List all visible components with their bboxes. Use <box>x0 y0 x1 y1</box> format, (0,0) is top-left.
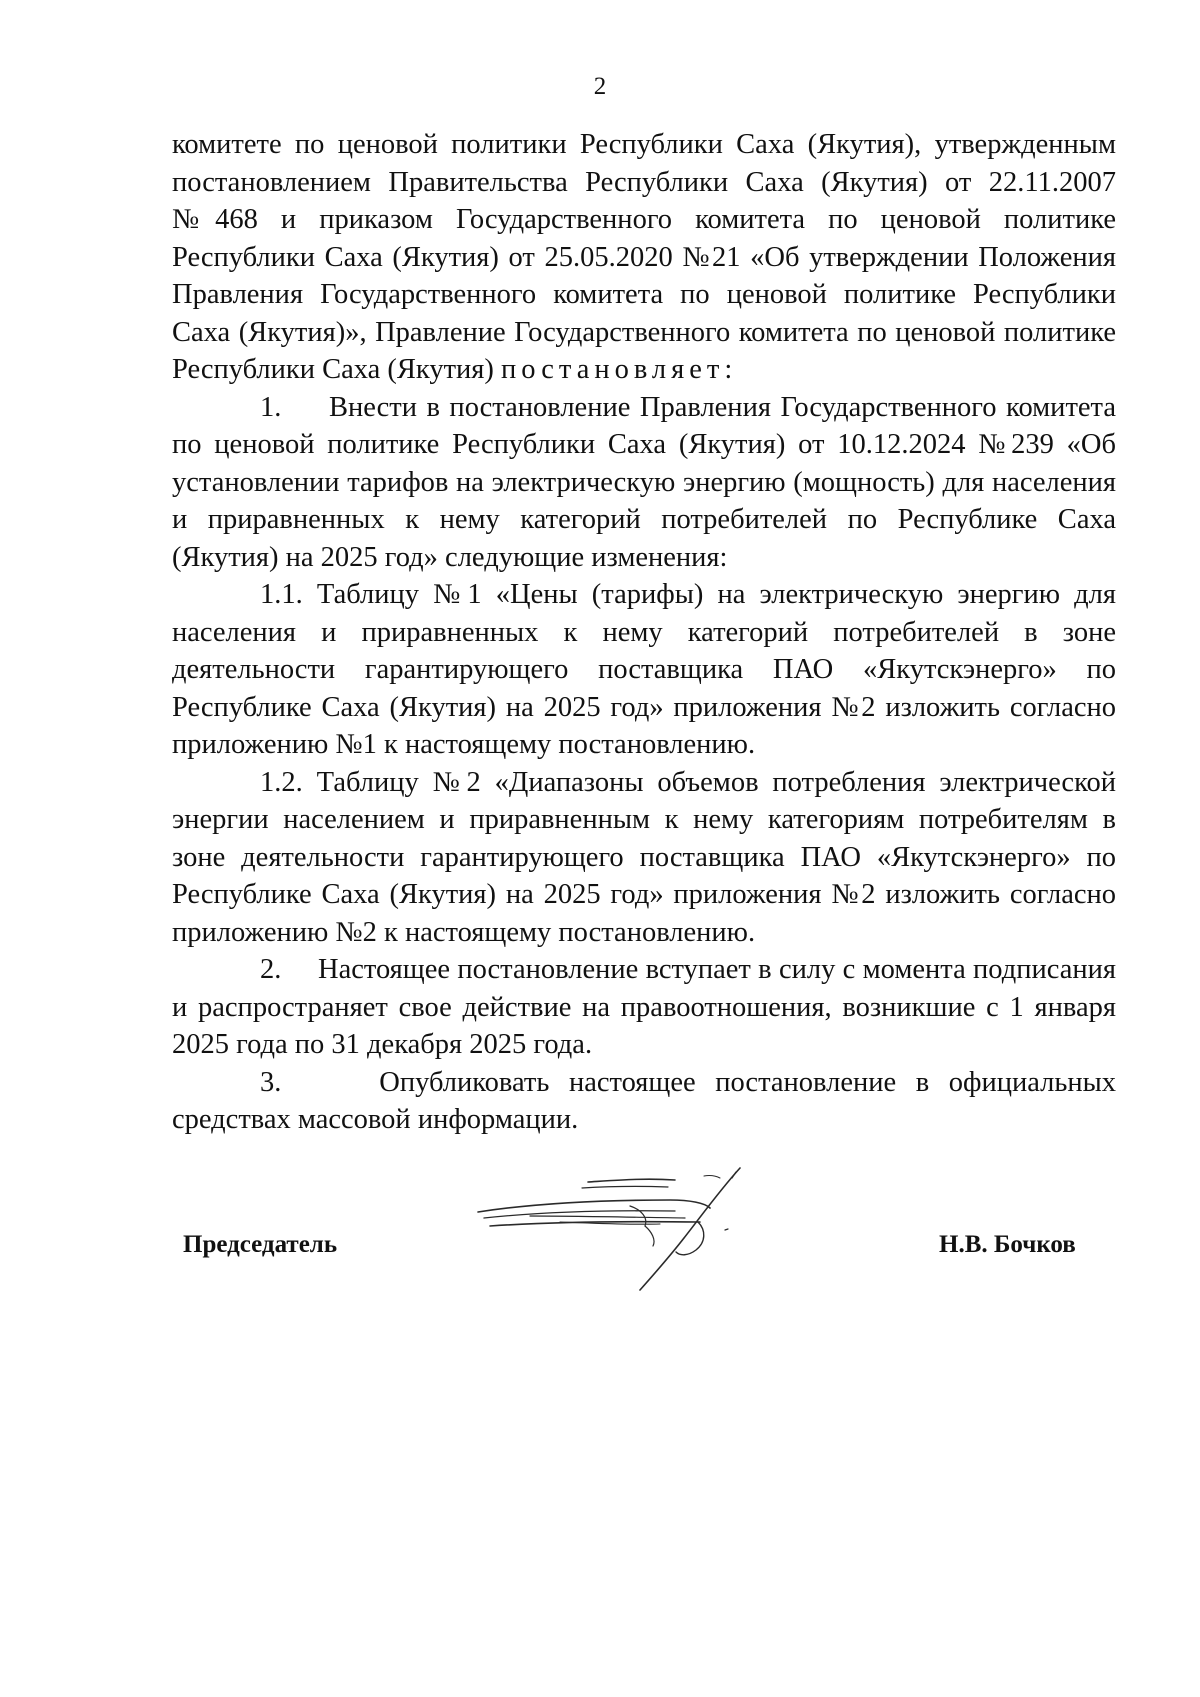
document-body <box>172 126 1116 1139</box>
paragraph-preamble <box>172 126 1116 389</box>
item-3-number: 3. <box>260 1066 282 1098</box>
signatory-title: Председатель <box>183 1231 338 1258</box>
page-number: 2 <box>593 73 607 100</box>
handwritten-signature <box>470 1160 780 1300</box>
item-2-text: Настоящее постановление вступает в силу с момента подписания и распространяет свое действие на правоотношения, возникшие с 1 января 2025 года по 31 декабря 2025 года. <box>172 954 1117 1060</box>
item-1-text: Внести в постановление Правления Государственного комитета по ценовой политике Республики Саха (Якутия) от 10.12.2024 №239 «Об установлении тарифов на электрическую энергию (мощность) для населения и приравненных к нему категорий потребителей по Республике Саха (Якутия) на 2025 год» следующие изменения: <box>172 391 1116 573</box>
preamble-text: комитете по ценовой политики Республики Саха (Якутия), утвержденным постановлением Правительства Республики Саха (Якутия) от 22.11.2007 №468 и приказом Государственного комитета по ценовой политике Республики Саха (Якутия) от 25.05.2020 №21 «Об утверждении Положения Правления Государственного комитета по ценовой политике Республики Саха (Якутия)», Правление Государственного комитета по ценовой политике Республики Саха (Якутия) <box>172 129 1116 385</box>
paragraph-item-2 <box>172 951 1116 1064</box>
item-3-text: Опубликовать настоящее постановление в официальных средствах массовой информации. <box>172 1066 1117 1135</box>
paragraph-item-3 <box>172 1064 1116 1139</box>
item-2-number: 2. <box>260 954 282 985</box>
decree-word: постановляет: <box>501 354 738 385</box>
item-1-number: 1. <box>260 391 282 423</box>
paragraph-item-1-2: 1.2. Таблицу №2 «Диапазоны объемов потребления электрической энергии населением и приравненным к нему категориям потребителям в зоне деятельности гарантирующего поставщика ПАО «Якутскэнерго» по Республике Саха (Якутия) на 2025 год» приложения №2 изложить согласно приложению №2 к настоящему постановлению. <box>172 766 1116 948</box>
signatory-name: Н.В. Бочков <box>939 1231 1076 1258</box>
paragraph-item-1-1: 1.1. Таблицу №1 «Цены (тарифы) на электрическую энергию для населения и приравненных к нему категорий потребителей в зоне деятельности гарантирующего поставщика ПАО «Якутскэнерго» по Республике Саха (Якутия) на 2025 год» приложения №2 изложить согласно приложению №1 к настоящему постановлению. <box>172 579 1116 760</box>
paragraph-item-1 <box>172 389 1116 577</box>
signature-block <box>0 1160 1200 1300</box>
